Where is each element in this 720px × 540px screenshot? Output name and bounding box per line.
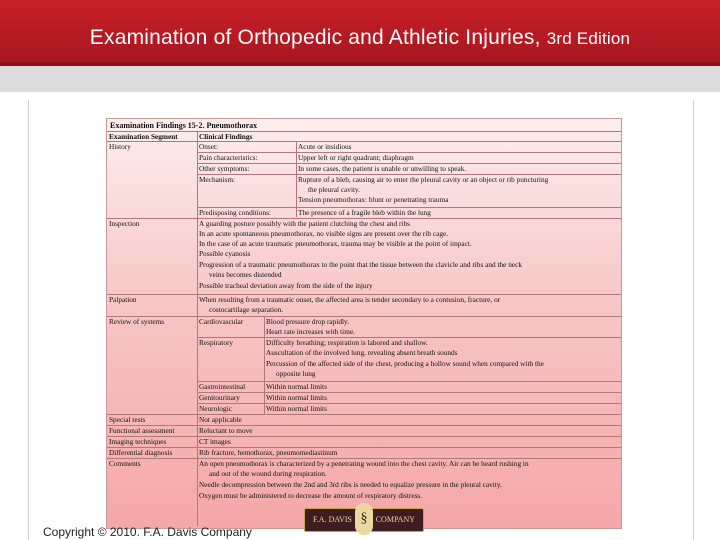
- segment-label: Review of systems: [109, 317, 165, 326]
- table-row: [107, 316, 621, 338]
- finding-value: Auscultation of the involved lung, revealing absent breath sounds: [266, 348, 458, 357]
- finding-value: Progression of a traumatic pneumothorax to the point that the tissue between the clavicle and ribs and the neck: [199, 260, 522, 269]
- system-label: Genitourinary: [199, 393, 240, 402]
- system-label: Respiratory: [199, 338, 234, 347]
- finding-label: Predisposing conditions:: [199, 208, 271, 217]
- finding-value: Within normal limits: [266, 404, 327, 413]
- segment-label: Functional assessment: [109, 426, 175, 435]
- finding-value: costocartilage separation.: [209, 305, 284, 314]
- finding-value: Needle decompression between the 2nd and 3rd ribs is needed to equalize pressure in the pleural cavity.: [199, 480, 502, 489]
- header-band: [0, 66, 720, 92]
- finding-value: CT images: [199, 437, 231, 446]
- finding-value: A guarding posture possibly with the patient clutching the chest and ribs: [199, 219, 410, 228]
- table-title: Examination Findings 15-2. Pneumothorax: [110, 121, 258, 130]
- finding-value: The presence of a fragile bleb within the lung: [298, 208, 431, 217]
- finding-value: Reluctant to move: [199, 426, 253, 435]
- finding-value: Rib fracture, hemothorax, pneumomediastinum: [199, 448, 338, 457]
- finding-label: Other symptoms:: [199, 164, 250, 173]
- finding-value: Within normal limits: [266, 382, 327, 391]
- table-row: [107, 294, 621, 316]
- segment-label: Inspection: [109, 219, 140, 228]
- finding-value: Acute or insidious: [298, 142, 352, 151]
- book-edition: 3rd Edition: [546, 29, 631, 48]
- segment-label: Palpation: [109, 295, 137, 304]
- finding-value: the pleural cavity.: [308, 185, 361, 194]
- publisher-logo: [304, 508, 424, 532]
- finding-label: Onset:: [199, 142, 219, 151]
- logo-left-text: F.A. DAVIS: [313, 515, 352, 524]
- finding-value: In some cases, the patient is unable or unwilling to speak.: [298, 164, 467, 173]
- seal-icon: §: [355, 503, 373, 535]
- table-row: [197, 174, 621, 208]
- finding-label: Mechanism:: [199, 175, 236, 184]
- finding-value: In an acute spontaneous pneumothorax, no visible signs are present over the rib cage.: [199, 229, 449, 238]
- finding-value: Not applicable: [199, 415, 242, 424]
- finding-value: Oxygen must be administered to decrease the amount of respiratory distress.: [199, 491, 423, 500]
- findings-table: [106, 118, 622, 529]
- finding-value: opposite lung: [276, 369, 316, 378]
- finding-value: In the case of an acute traumatic pneumothorax, trauma may be visible at the point of impact.: [199, 239, 472, 248]
- system-label: Cardiovascular: [199, 317, 244, 326]
- segment-label: Comments: [109, 459, 141, 468]
- finding-value: and out of the wound during respiration.: [209, 469, 327, 478]
- table-row: [197, 337, 621, 381]
- finding-value: Heart rate increases with time.: [266, 327, 355, 336]
- copyright-text: Copyright © 2010. F.A. Davis Company: [43, 525, 252, 539]
- logo-right-text: COMPANY: [375, 515, 415, 524]
- book-title-text: Examination of Orthopedic and Athletic Injuries,: [89, 26, 541, 49]
- finding-value: When resulting from a traumatic onset, the affected area is tender secondary to a contusion, fracture, or: [199, 295, 501, 304]
- system-label: Gastrointestinal: [199, 382, 246, 391]
- segment-label: Differential diagnosis: [109, 448, 173, 457]
- finding-value: Blood pressure drop rapidly.: [266, 317, 350, 326]
- system-label: Neurologic: [199, 404, 232, 413]
- finding-value: Difficulty breathing; respiration is labored and shallow.: [266, 338, 428, 347]
- column-header: Examination Segment: [109, 132, 178, 141]
- table-row: [107, 218, 621, 294]
- finding-value: An open pneumothorax is characterized by a penetrating wound into the chest cavity. Air can be heard rushing in: [199, 459, 529, 468]
- segment-label: History: [109, 142, 131, 151]
- finding-value: Percussion of the affected side of the chest, producing a hollow sound when compared with the: [266, 359, 544, 368]
- finding-label: Pain characteristics:: [199, 153, 258, 162]
- finding-value: Tension pneumothorax: blunt or penetrating trauma: [298, 195, 449, 204]
- segment-label: Imaging techniques: [109, 437, 167, 446]
- column-header: Clinical Findings: [199, 132, 253, 141]
- finding-value: Rupture of a bleb, causing air to enter the pleural cavity or an object or rib puncturing: [298, 175, 549, 184]
- table-row: [197, 207, 621, 218]
- finding-value: Possible cyanosis: [199, 249, 251, 258]
- finding-value: Possible tracheal deviation away from the side of the injury: [199, 281, 373, 290]
- finding-value: Within normal limits: [266, 393, 327, 402]
- title-bar: [0, 0, 720, 66]
- finding-value: veins becomes distended: [209, 270, 282, 279]
- segment-label: Special tests: [109, 415, 146, 424]
- finding-value: Upper left or right quadrant; diaphragm: [298, 153, 414, 162]
